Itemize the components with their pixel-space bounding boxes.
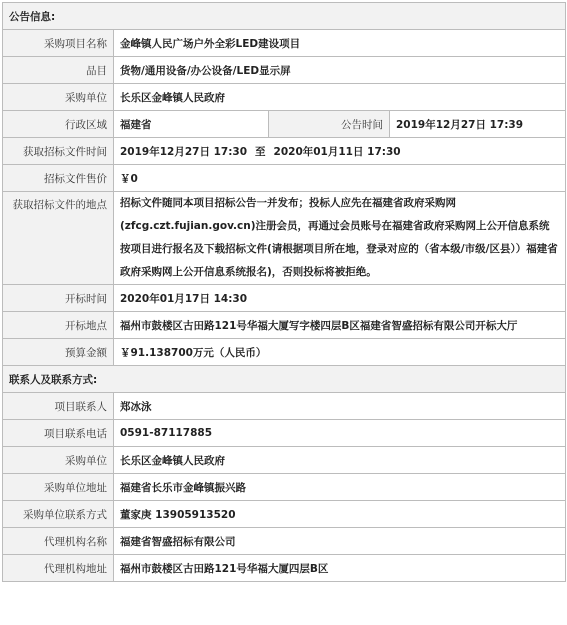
- row-agency-address: [3, 555, 566, 582]
- value-doc-place: [114, 192, 566, 285]
- label-project-name: 采购项目名称: [3, 30, 114, 57]
- section-title-contact: 联系人及联系方式:: [3, 366, 566, 393]
- label-doc-place: 获取招标文件的地点: [3, 192, 114, 285]
- label-purchaser-contact: 采购单位联系方式: [3, 501, 114, 528]
- label-publish-time: 公告时间: [269, 111, 390, 138]
- section-title-announcement: 公告信息:: [3, 3, 566, 30]
- doc-period-start: 2019年12月27日 17:30: [120, 145, 248, 158]
- row-project-name: [3, 30, 566, 57]
- label-budget: 预算金额: [3, 339, 114, 366]
- value-open-place: 福州市鼓楼区古田路121号华福大厦写字楼四层B区福建省智盛招标有限公司开标大厅: [114, 312, 566, 339]
- value-project-name: 金峰镇人民广场户外全彩LED建设项目: [114, 30, 566, 57]
- row-contact-purchaser: [3, 447, 566, 474]
- label-purchaser: 采购单位: [3, 84, 114, 111]
- row-doc-place: [3, 192, 566, 285]
- section-row-announcement: [3, 3, 566, 30]
- value-doc-period: [114, 138, 566, 165]
- row-project-phone: [3, 420, 566, 447]
- label-doc-price: 招标文件售价: [3, 165, 114, 192]
- label-open-time: 开标时间: [3, 285, 114, 312]
- value-purchaser-address: 福建省长乐市金峰镇振兴路: [114, 474, 566, 501]
- row-project-contact: [3, 393, 566, 420]
- label-project-phone: 项目联系电话: [3, 420, 114, 447]
- value-publish-time: 2019年12月27日 17:39: [390, 111, 566, 138]
- value-agency-address: 福州市鼓楼区古田路121号华福大厦四层B区: [114, 555, 566, 582]
- row-purchaser-contact: [3, 501, 566, 528]
- label-agency-address: 代理机构地址: [3, 555, 114, 582]
- section-row-contact: [3, 366, 566, 393]
- value-purchaser-contact: 董家庚 13905913520: [114, 501, 566, 528]
- row-region-time: [3, 111, 566, 138]
- row-budget: [3, 339, 566, 366]
- doc-place-text: 招标文件随同本项目招标公告一并发布；投标人应先在福建省政府采购网(zfcg.czt.fujian.gov.cn)注册会员，再通过会员账号在福建省政府采购网上公开信息系统按项目进行报名及下载招标文件(请根据项目所在地，登录对应的（省本级/市级/区县））福建省政府采购网上公开信息系统报名)，否则投标将被拒绝。: [120, 197, 558, 278]
- value-region: 福建省: [114, 111, 269, 138]
- value-budget: ￥91.138700万元（人民币）: [114, 339, 566, 366]
- label-contact-purchaser: 采购单位: [3, 447, 114, 474]
- doc-period-end: 2020年01月11日 17:30: [273, 145, 401, 158]
- row-agency-name: [3, 528, 566, 555]
- label-category: 品目: [3, 57, 114, 84]
- label-open-place: 开标地点: [3, 312, 114, 339]
- label-agency-name: 代理机构名称: [3, 528, 114, 555]
- value-contact-purchaser: 长乐区金峰镇人民政府: [114, 447, 566, 474]
- value-open-time: 2020年01月17日 14:30: [114, 285, 566, 312]
- value-purchaser: 长乐区金峰镇人民政府: [114, 84, 566, 111]
- label-region: 行政区域: [3, 111, 114, 138]
- row-open-time: [3, 285, 566, 312]
- announcement-table: [2, 2, 566, 582]
- value-doc-price: ￥0: [114, 165, 566, 192]
- value-project-phone: 0591-87117885: [114, 420, 566, 447]
- row-purchaser: [3, 84, 566, 111]
- row-open-place: [3, 312, 566, 339]
- row-doc-price: [3, 165, 566, 192]
- label-purchaser-address: 采购单位地址: [3, 474, 114, 501]
- doc-period-separator: 至: [255, 145, 266, 158]
- row-category: [3, 57, 566, 84]
- label-project-contact: 项目联系人: [3, 393, 114, 420]
- value-category: 货物/通用设备/办公设备/LED显示屏: [114, 57, 566, 84]
- value-project-contact: 郑冰泳: [114, 393, 566, 420]
- value-agency-name: 福建省智盛招标有限公司: [114, 528, 566, 555]
- row-purchaser-address: [3, 474, 566, 501]
- row-doc-period: [3, 138, 566, 165]
- label-doc-period: 获取招标文件时间: [3, 138, 114, 165]
- announcement-document: [2, 2, 565, 582]
